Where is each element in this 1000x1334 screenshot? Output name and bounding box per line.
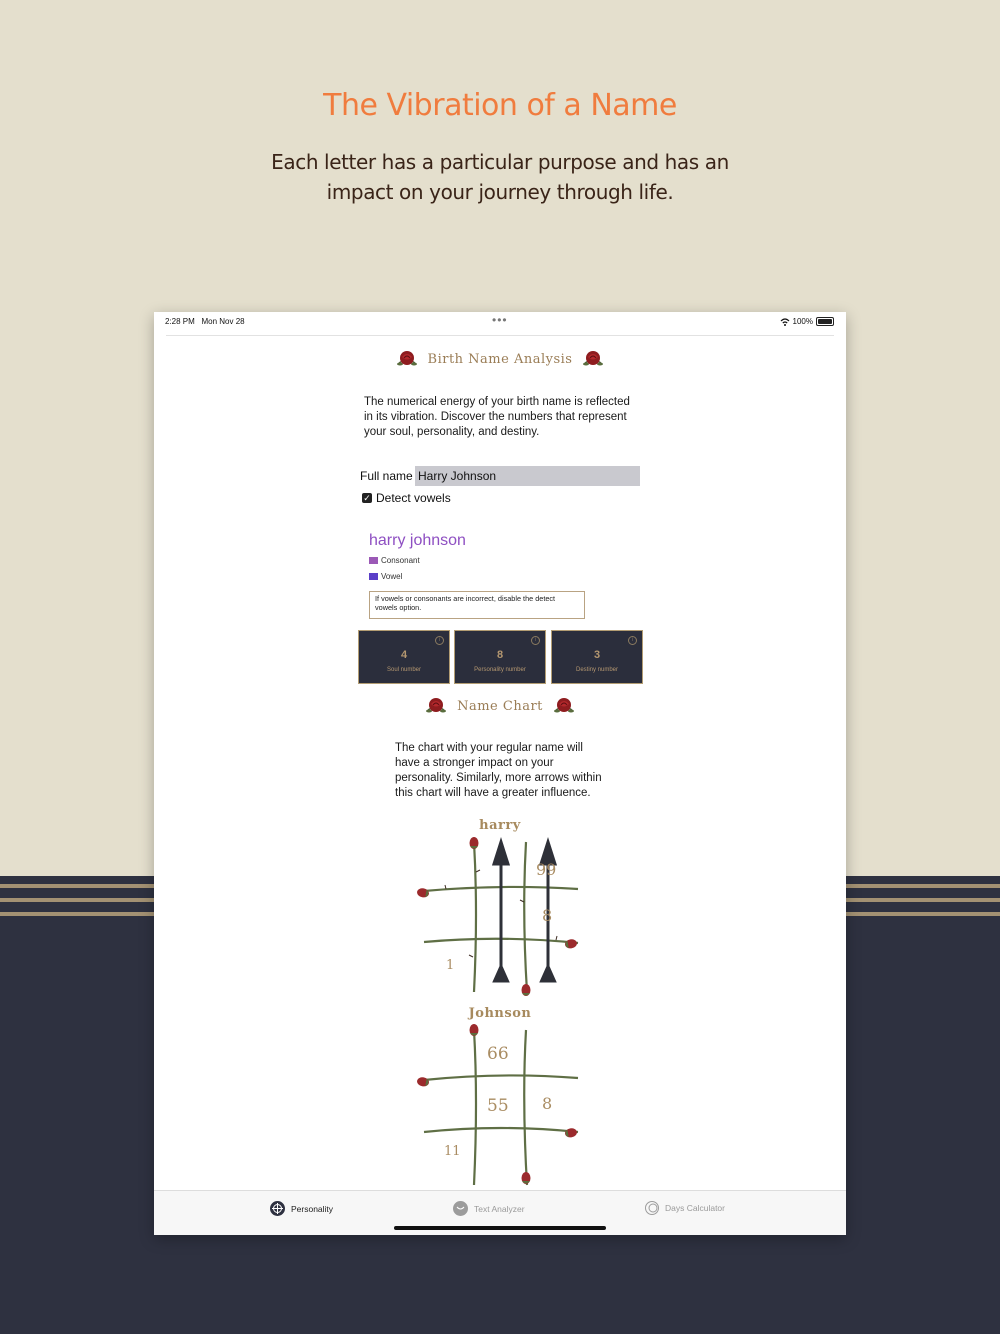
- name-chart-grid-harry: [416, 832, 586, 997]
- vowel-swatch: [369, 573, 378, 580]
- personality-number-caption: Personality number: [474, 667, 526, 673]
- days-calculator-icon: [645, 1201, 659, 1215]
- tab-personality[interactable]: Personality: [270, 1201, 333, 1216]
- wifi-icon: [780, 318, 790, 326]
- detect-vowels-checkbox[interactable]: ✓: [363, 493, 371, 503]
- soul-number: 4: [400, 649, 408, 661]
- device-screen: [154, 312, 846, 1235]
- battery-percent: 100%: [792, 317, 813, 326]
- name-chart-description: The chart with your regular name will have a stronger impact on your personality. Similarly, more arrows within this chart will have a greater influence.: [395, 742, 602, 799]
- soul-number-caption: Soul number: [386, 667, 422, 673]
- soul-number-card[interactable]: [358, 630, 450, 684]
- promo-subtitle: Each letter has a particular purpose and has an impact on your journey through life.: [271, 150, 729, 204]
- destiny-number: 3: [593, 649, 601, 661]
- name-display: harry johnson: [369, 532, 466, 549]
- chart-number: 11: [444, 1144, 461, 1159]
- tab-bar: [154, 1190, 846, 1235]
- chart-number: 55: [487, 1096, 509, 1116]
- rose-icon: [396, 348, 418, 370]
- home-indicator[interactable]: [394, 1226, 606, 1230]
- personality-number: 8: [496, 649, 504, 661]
- rose-icon: [553, 695, 575, 717]
- arrow-icon: [493, 842, 509, 982]
- name-chart-title: Name Chart: [400, 695, 600, 717]
- detect-vowels-label: Detect vowels: [376, 491, 451, 505]
- chart-number: 8: [542, 906, 553, 925]
- multitask-dots[interactable]: •••: [492, 313, 508, 327]
- rose-icon: [582, 348, 604, 370]
- tab-text-analyzer[interactable]: Text Analyzer: [453, 1201, 525, 1216]
- vowel-note: If vowels or consonants are incorrect, disable the detect vowels option.: [369, 591, 585, 619]
- rose-bud: [564, 938, 577, 949]
- chart-name-johnson: Johnson: [468, 1006, 532, 1021]
- personality-number-card[interactable]: [454, 630, 546, 684]
- rose-bud: [470, 837, 479, 849]
- destiny-number-caption: Destiny number: [575, 667, 619, 673]
- analysis-description: The numerical energy of your birth name is reflected in its vibration. Discover the numbers that represent your soul, personality, and destiny.: [364, 396, 630, 438]
- destiny-number-card[interactable]: [551, 630, 643, 684]
- promo-headline: The Vibration of a Name: [323, 88, 677, 123]
- rose-bud: [564, 1127, 577, 1138]
- full-name-label: Full name: [360, 469, 413, 483]
- full-name-input[interactable]: [415, 466, 640, 486]
- legend-consonant: Consonant: [369, 556, 420, 565]
- rose-bud: [416, 887, 429, 898]
- chart-number: 99: [536, 860, 557, 879]
- chart-number: 66: [487, 1044, 509, 1064]
- info-icon[interactable]: i: [531, 636, 540, 645]
- birth-name-analysis-title: Birth Name Analysis: [354, 348, 646, 370]
- rose-icon: [425, 695, 447, 717]
- status-bar: [154, 312, 846, 334]
- rose-bud: [522, 984, 531, 996]
- chart-number: 1: [446, 958, 455, 973]
- divider: [166, 335, 834, 336]
- personality-icon: [270, 1201, 285, 1216]
- rose-bud: [416, 1076, 429, 1087]
- info-icon[interactable]: i: [435, 636, 444, 645]
- info-icon[interactable]: i: [628, 636, 637, 645]
- chart-number: 8: [542, 1094, 553, 1113]
- rose-bud: [470, 1024, 479, 1036]
- tab-days-calculator[interactable]: Days Calculator: [645, 1201, 725, 1215]
- status-time: 2:28 PM Mon Nov 28: [165, 317, 245, 326]
- battery-icon: [816, 317, 834, 326]
- status-right: [780, 317, 834, 326]
- consonant-swatch: [369, 557, 378, 564]
- rose-bud: [522, 1172, 531, 1184]
- legend-vowel: Vowel: [369, 572, 402, 581]
- chart-name-harry: harry: [479, 818, 521, 833]
- text-analyzer-icon: [453, 1201, 468, 1216]
